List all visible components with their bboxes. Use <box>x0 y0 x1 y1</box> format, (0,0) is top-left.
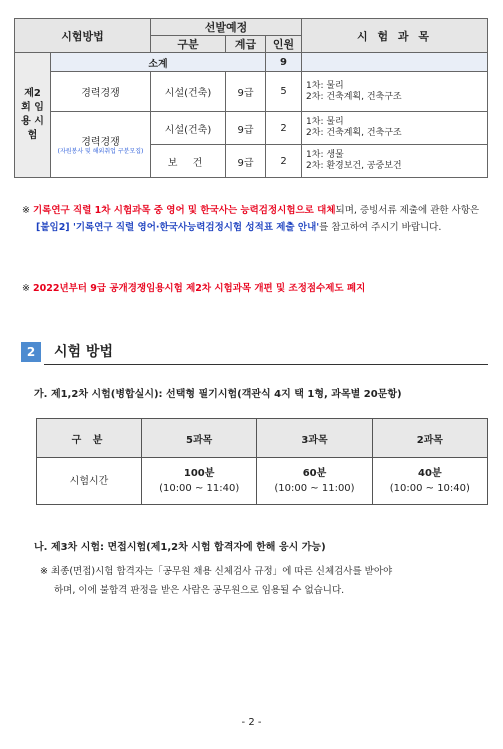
note-mark-1: ※ <box>22 205 30 216</box>
subsection-a: 가. 제1,2차 시험(병합실시): 선택형 필기시험(객관식 4지 택 1형, 과목별 20문항) <box>34 389 402 400</box>
subtotal-label: 소계 <box>51 53 266 72</box>
subsection-b: 나. 제3차 시험: 면접시험(제1,2차 시험 합격자에 한해 응시 가능) <box>34 542 326 553</box>
group-label-text: 제2회 임용 시험 <box>21 88 44 141</box>
time-3-range: (10:00 ~ 11:00) <box>274 483 355 494</box>
header-subjects: 시 험 과 목 <box>302 19 488 53</box>
time-header-3: 3과목 <box>257 419 372 458</box>
header-count: 인원 <box>266 36 302 53</box>
row1-subjects <box>302 72 488 112</box>
note-medical <box>40 562 495 600</box>
note-1-b: 증빙서류 제출에 관한 사항은 <box>359 205 480 216</box>
note-1-c: 를 참고하여 주시기 바랍니다. <box>319 222 442 233</box>
time-cell-5 <box>142 458 257 505</box>
row2-type-sublabel: (자원봉사 및 해외취업 구분모집) <box>57 148 144 155</box>
row3-subject-2: 2차: 환경보건, 공중보건 <box>306 161 402 171</box>
row3-grade: 9급 <box>226 145 266 178</box>
subtotal-value: 9 <box>266 53 302 72</box>
group-label <box>15 53 51 178</box>
time-header-2: 2과목 <box>372 419 487 458</box>
row2-type-text: 경력경쟁 <box>81 137 120 148</box>
note-1-blue: [붙임2] '기록연구 직렬 영어·한국사능력검정시험 성적표 제출 안내' <box>36 222 320 233</box>
row2-subjects <box>302 112 488 145</box>
row2-type <box>51 112 151 178</box>
header-category: 구분 <box>151 36 226 53</box>
time-cell-3 <box>257 458 372 505</box>
row2-subject-2: 2차: 건축계획, 건축구조 <box>306 128 402 138</box>
section-number-badge: 2 <box>21 342 41 362</box>
note-1-a: 되며, <box>335 205 357 216</box>
note-mark-3: ※ <box>40 566 48 577</box>
note-3-line2: 하며, 이에 불합격 판정을 받은 사람은 공무원으로 임용될 수 없습니다. <box>54 585 345 596</box>
recruitment-table <box>14 18 488 178</box>
time-2-range: (10:00 ~ 10:40) <box>389 483 470 494</box>
row3-count: 2 <box>266 145 302 178</box>
note-mark-2: ※ <box>22 283 30 294</box>
subtotal-blank <box>302 53 488 72</box>
note-3-line1: 최종(면접)시험 합격자는「공무원 채용 신체검사 규정」에 따른 신체검사를 받아야 <box>51 566 393 577</box>
row1-grade: 9급 <box>226 72 266 112</box>
time-row-label: 시험시간 <box>37 458 142 505</box>
row2-grade: 9급 <box>226 112 266 145</box>
row2-category: 시설(건축) <box>151 112 226 145</box>
header-plan: 선발예정 <box>151 19 302 36</box>
row1-count: 5 <box>266 72 302 112</box>
note-2-red: 2022년부터 9급 공개경쟁임용시험 제2차 시험과목 개편 및 조정점수제도 폐지 <box>33 283 366 294</box>
page-number: - 2 - <box>241 717 262 728</box>
row3-category: 보 건 <box>151 145 226 178</box>
section-divider <box>44 364 488 365</box>
row2-count: 2 <box>266 112 302 145</box>
row3-subjects <box>302 145 488 178</box>
row2-subject-1: 1차: 물리 <box>306 117 344 127</box>
note-records <box>22 202 488 236</box>
row1-type: 경력경쟁 <box>51 72 151 112</box>
time-2-main: 40분 <box>418 468 442 479</box>
time-5-range: (10:00 ~ 11:40) <box>159 483 240 494</box>
row1-category: 시설(건축) <box>151 72 226 112</box>
header-method: 시험방법 <box>15 19 151 53</box>
section-title: 시험 방법 <box>54 344 113 360</box>
time-header-5: 5과목 <box>142 419 257 458</box>
row1-subject-2: 2차: 건축계획, 건축구조 <box>306 91 402 102</box>
header-grade: 계급 <box>226 36 266 53</box>
time-3-main: 60분 <box>302 468 327 479</box>
note-1-red: 기록연구 직렬 1차 시험과목 중 영어 및 한국사는 능력검정시험으로 대체 <box>33 205 336 216</box>
note-2022 <box>22 281 488 296</box>
row1-subject-1: 1차: 물리 <box>306 80 344 91</box>
time-header-category: 구 분 <box>37 419 142 458</box>
row3-subject-1: 1차: 생물 <box>306 150 344 160</box>
time-cell-2 <box>372 458 487 505</box>
time-5-main: 100분 <box>183 468 215 479</box>
exam-time-table <box>36 418 488 505</box>
